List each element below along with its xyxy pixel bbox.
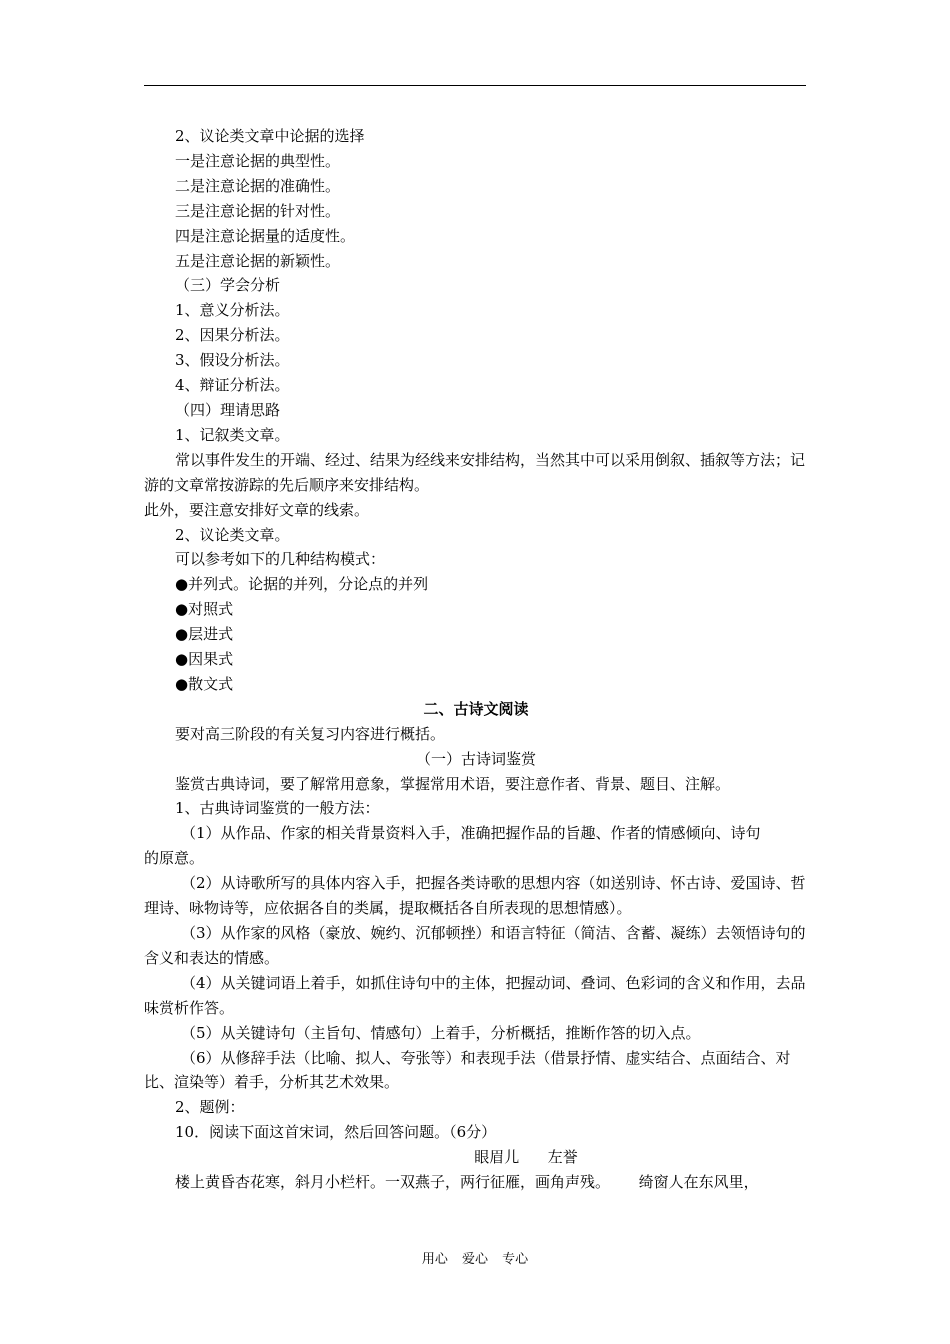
text-line: 的原意。 [144, 849, 205, 868]
text-line: 3、假设分析法。 [175, 351, 290, 370]
page-footer: 用心 爱心 专心 [421, 1252, 529, 1267]
method-item: （5）从关键诗句（主旨句、情感句）上着手，分析概括，推断作答的切入点。 [181, 1023, 701, 1042]
poem-title: 眼眉儿 左誉 [474, 1148, 578, 1167]
question-line: 10．阅读下面这首宋词，然后回答问题。（6分） [175, 1123, 497, 1142]
bullet-item: ●并列式。论据的并列，分论点的并列 [175, 575, 429, 594]
text-line: 2、议论类文章。 [175, 525, 290, 544]
bullet-item: ●因果式 [175, 650, 234, 669]
method-item: （4）从关键词语上着手，如抓住诗句中的主体，把握动词、叠词、色彩词的含义和作用，去品味赏析作答。 [144, 973, 806, 1017]
bullet-item: ●对照式 [175, 600, 234, 619]
text-line: 二是注意论据的准确性。 [175, 176, 341, 195]
text-line: 鉴赏古典诗词，要了解常用意象，掌握常用术语，要注意作者、背景、题目、注解。 [175, 774, 731, 793]
subsection-title: （一）古诗词鉴赏 [415, 749, 536, 768]
text-line: 要对高三阶段的有关复习内容进行概括。 [175, 724, 446, 743]
text-line: 2、因果分析法。 [175, 326, 290, 345]
text-line: 2、题例： [175, 1098, 245, 1117]
text-line: 1、意义分析法。 [175, 301, 290, 320]
heading-argument-evidence: 2、议论类文章中论据的选择 [175, 127, 365, 145]
section-heading-structure: （四）理请思路 [175, 400, 281, 419]
bullet-item: ●层进式 [175, 625, 234, 644]
method-item: （6）从修辞手法（比喻、拟人、夸张等）和表现手法（借景抒情、虚实结合、点面结合、对比、渲染等）着手，分析其艺术效果。 [144, 1048, 791, 1092]
section-heading-analysis: （三）学会分析 [175, 276, 281, 295]
text-line: 一是注意论据的典型性。 [175, 151, 341, 170]
text-line: 1、古典诗词鉴赏的一般方法： [175, 799, 380, 818]
text-line: 此外，要注意安排好文章的线索。 [144, 500, 370, 519]
poem-text: 楼上黄昏杏花寒，斜月小栏杆。一双燕子，两行征雁，画角声残。 绮窗人在东风里， [175, 1173, 759, 1192]
text-line: 五是注意论据的新颖性。 [175, 251, 341, 270]
text-line: 1、记叙类文章。 [175, 425, 290, 444]
bullet-item: ●散文式 [175, 674, 234, 693]
document-body [144, 124, 808, 1195]
method-item: （1）从作品、作家的相关背景资料入手，准确把握作品的旨趣、作者的情感倾向、诗句 [181, 824, 761, 843]
method-item: （3）从作家的风格（豪放、婉约、沉郁顿挫）和语言特征（简洁、含蓄、凝练）去领悟诗句的含义和表达的情感。 [144, 924, 806, 967]
text-line: 三是注意论据的针对性。 [175, 201, 341, 220]
section-title-classical-poetry: 二、古诗文阅读 [423, 699, 529, 718]
header-rule [144, 85, 806, 86]
text-line: 四是注意论据量的适度性。 [175, 226, 356, 245]
method-item: （2）从诗歌所写的具体内容入手，把握各类诗歌的思想内容（如送别诗、怀古诗、爱国诗、哲理诗、咏物诗等，应依据各自的类属，提取概括各自所表现的思想情感）。 [144, 874, 806, 918]
paragraph: 常以事件发生的开端、经过、结果为经线来安排结构，当然其中可以采用倒叙、插叙等方法；记游的文章常按游踪的先后顺序来安排结构。 [144, 450, 806, 494]
text-line: 可以参考如下的几种结构模式： [175, 550, 386, 569]
text-line: 4、辩证分析法。 [175, 376, 290, 395]
